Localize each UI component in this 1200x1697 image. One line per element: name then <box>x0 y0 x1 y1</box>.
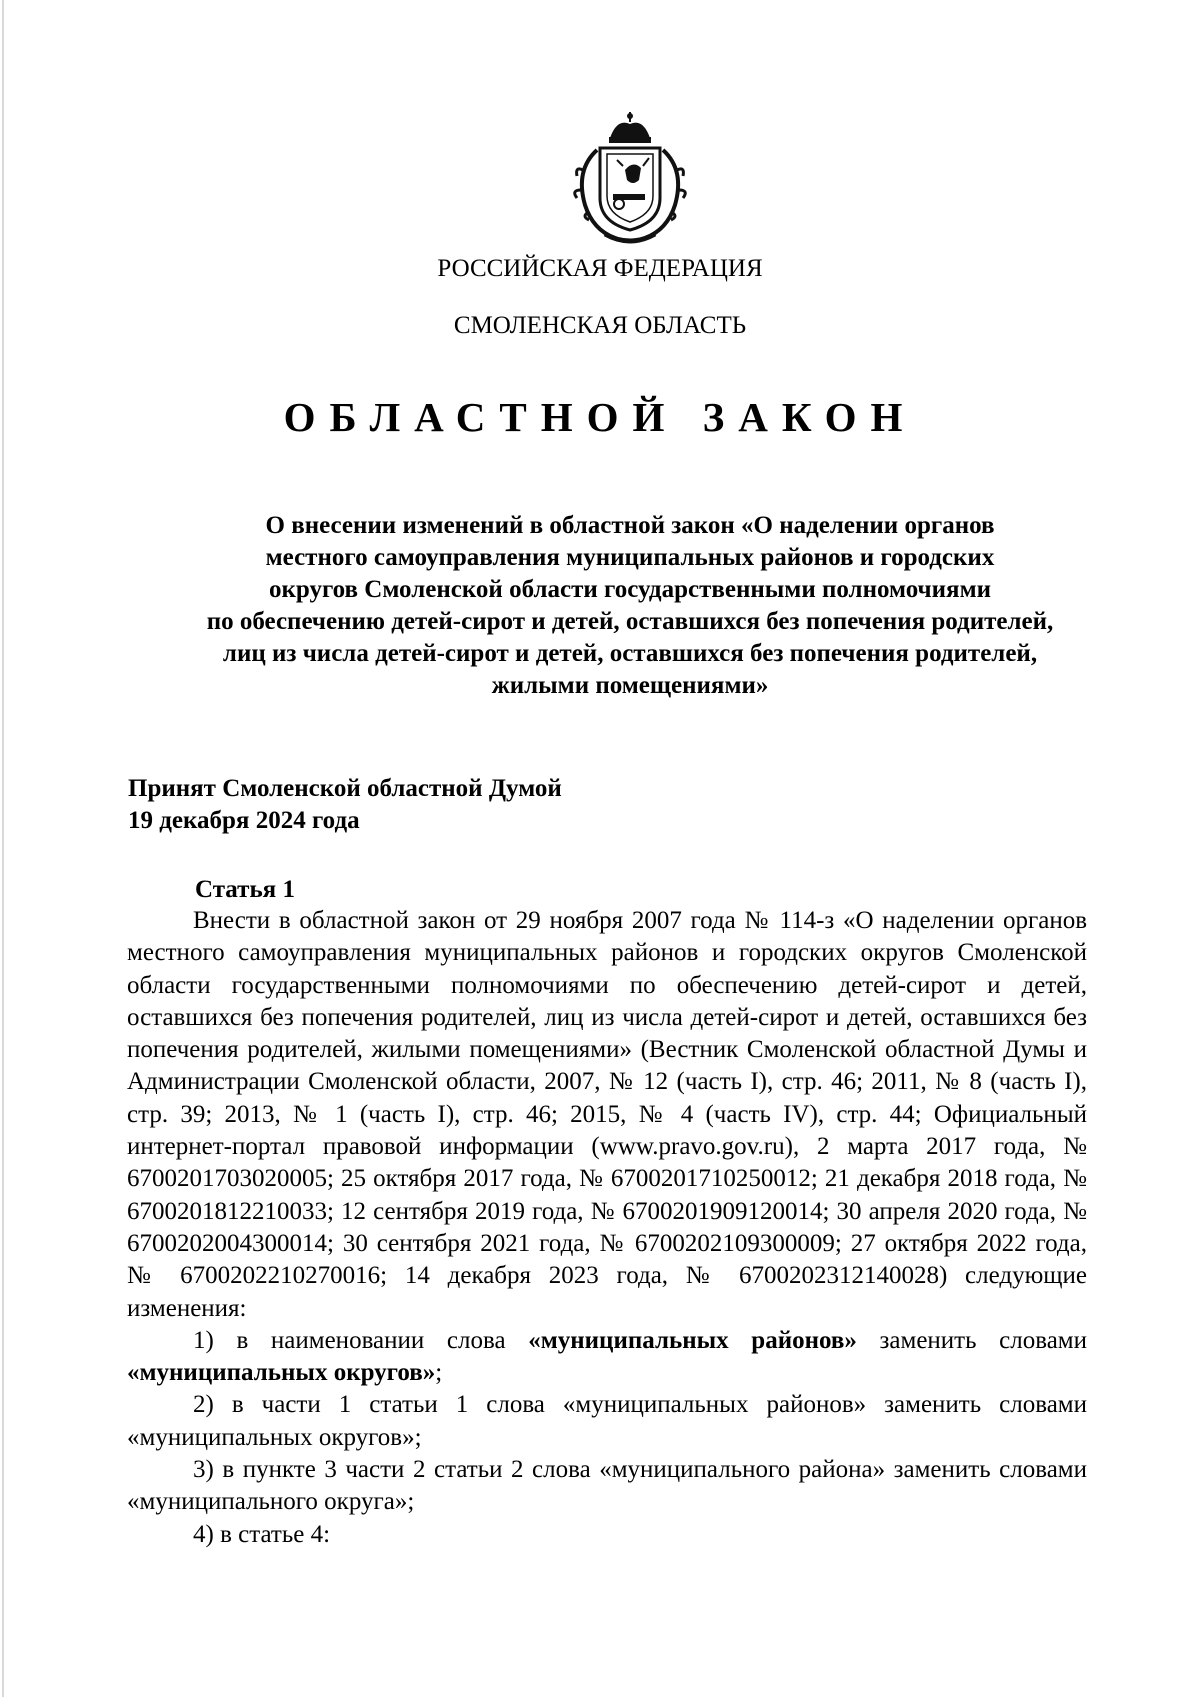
article-body <box>127 905 1087 1551</box>
item1-prefix: 1) в наименовании слова <box>193 1326 529 1354</box>
amendment-item-4: 4) в статье 4: <box>193 1520 331 1548</box>
amendment-item-2: 2) в части 1 статьи 1 слова «муниципальных районов» заменить словами «муниципальных округов»; <box>127 1391 1087 1451</box>
adoption-body: Принят Смоленской областной Думой <box>128 775 562 802</box>
item1-mid: заменить словами <box>856 1326 1087 1354</box>
document-type-title: ОБЛАСТНОЙ ЗАКОН <box>283 394 917 440</box>
article-intro-paragraph: Внести в областной закон от 29 ноября 2007 года № 114-з «О наделении органов местного самоуправления муниципальных районов и городских округов Смоленской области государственными полномочиями по обеспечению детей-сирот и детей, оставшихся без попечения родителей, лиц из числа детей-сирот и детей, оставшихся без попечения родителей, жилыми помещениями» (Вестник Смоленской областной Думы и Администрации Смоленской области, 2007, № 12 (часть I), стр. 46; 2011, № 8 (часть I), стр. 39; 2013, № 1 (часть I), стр. 46; 2015, № 4 (часть IV), стр. 44; Официальный интернет-портал правовой информации (www.pravo.gov.ru), 2 марта 2017 года, № 6700201703020005; 25 октября 2017 года, № 6700201710250012; 21 декабря 2018 года, № 6700201812210033; 12 сентября 2019 года, № 6700201909120014; 30 апреля 2020 года, № 6700202004300014; 30 сентября 2021 года, № 6700202109300009; 27 октября 2022 года, № 6700202210270016; 14 декабря 2023 года, № 6700202312140028) следующие изменения: <box>127 907 1087 1322</box>
subject-line: лиц из числа детей-сирот и детей, оставшихся без попечения родителей, <box>222 640 1038 667</box>
article-heading: Статья 1 <box>195 876 295 903</box>
amendment-item-3: 3) в пункте 3 части 2 статьи 2 слова «муниципального района» заменить словами «муниципального округа»; <box>127 1456 1087 1516</box>
subject-line: жилыми помещениями» <box>491 672 769 699</box>
subject-line: округов Смоленской области государственными полномочиями <box>268 576 992 603</box>
crown-icon <box>609 112 651 143</box>
smolensk-coat-of-arms-emblem <box>555 110 705 250</box>
subject-line: О внесении изменений в областной закон «О наделении органов <box>265 512 995 539</box>
amendment-item-1 <box>127 1325 1087 1390</box>
item1-new-words: «муниципальных округов» <box>127 1359 436 1387</box>
adoption-info <box>128 773 562 837</box>
item1-old-words: «муниципальных районов» <box>528 1326 857 1354</box>
subject-line: по обеспечению детей-сирот и детей, оставшихся без попечения родителей, <box>206 608 1054 635</box>
adoption-date: 19 декабря 2024 года <box>128 807 360 834</box>
region-name: СМОЛЕНСКАЯ ОБЛАСТЬ <box>453 312 747 339</box>
country-name: РОССИЙСКАЯ ФЕДЕРАЦИЯ <box>437 255 763 282</box>
law-subject-title <box>140 510 1120 702</box>
subject-line: местного самоуправления муниципальных районов и городских <box>265 544 995 571</box>
item1-end: ; <box>435 1359 443 1387</box>
